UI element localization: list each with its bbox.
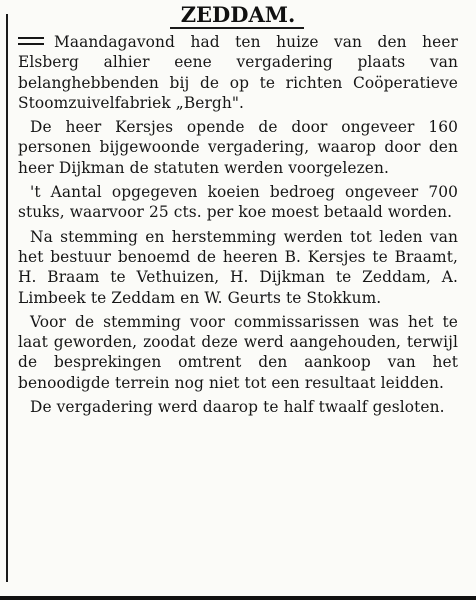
paragraph-4 (18, 227, 458, 308)
paragraph-2-text: De heer Kersjes opende de door ongeveer 160 personen bijgewoonde vergadering, waarop door den heer Dijkman de statuten werden voorgelezen. (18, 118, 458, 177)
double-dash-icon (18, 37, 44, 45)
headline-underline (170, 27, 304, 29)
paragraph-3 (18, 182, 458, 223)
paragraph-2 (18, 117, 458, 178)
paragraph-5-text: Voor de stemming voor commissarissen was het te laat geworden, zoodat deze werd aangehouden, terwijl de besprekingen omtrent den aankoop van het benoodigde terrein nog niet tot een resultaat leidden. (18, 312, 458, 392)
paragraph-6-text: De vergadering werd daarop te half twaalf gesloten. (30, 398, 445, 417)
paragraph-6 (18, 397, 458, 417)
paragraph-1-text: Maandagavond had ten huize van den heer Elsberg alhier eene vergadering plaats van belanghebbenden bij de op te richten Coöperatieve Stoomzuivelfabriek „Bergh". (18, 33, 458, 112)
paragraph-4-text: Na stemming en herstemming werden tot leden van het bestuur benoemd de heeren B. Kersjes te Braamt, H. Braam te Vethuizen, H. Dijkman te Zeddam, A. Limbeek te Zeddam en W. Geurts te Stokkum. (18, 227, 458, 307)
paragraph-3-text: 't Aantal opgegeven koeien bedroeg ongeveer 700 stuks, waarvoor 25 cts. per koe moest betaald worden. (18, 183, 458, 222)
paragraph-1 (18, 32, 458, 113)
left-column-rule (6, 14, 8, 582)
article-headline: ZEDDAM. (180, 2, 296, 27)
article-body (18, 32, 458, 421)
bottom-rule (0, 596, 476, 600)
paragraph-5 (18, 312, 458, 393)
